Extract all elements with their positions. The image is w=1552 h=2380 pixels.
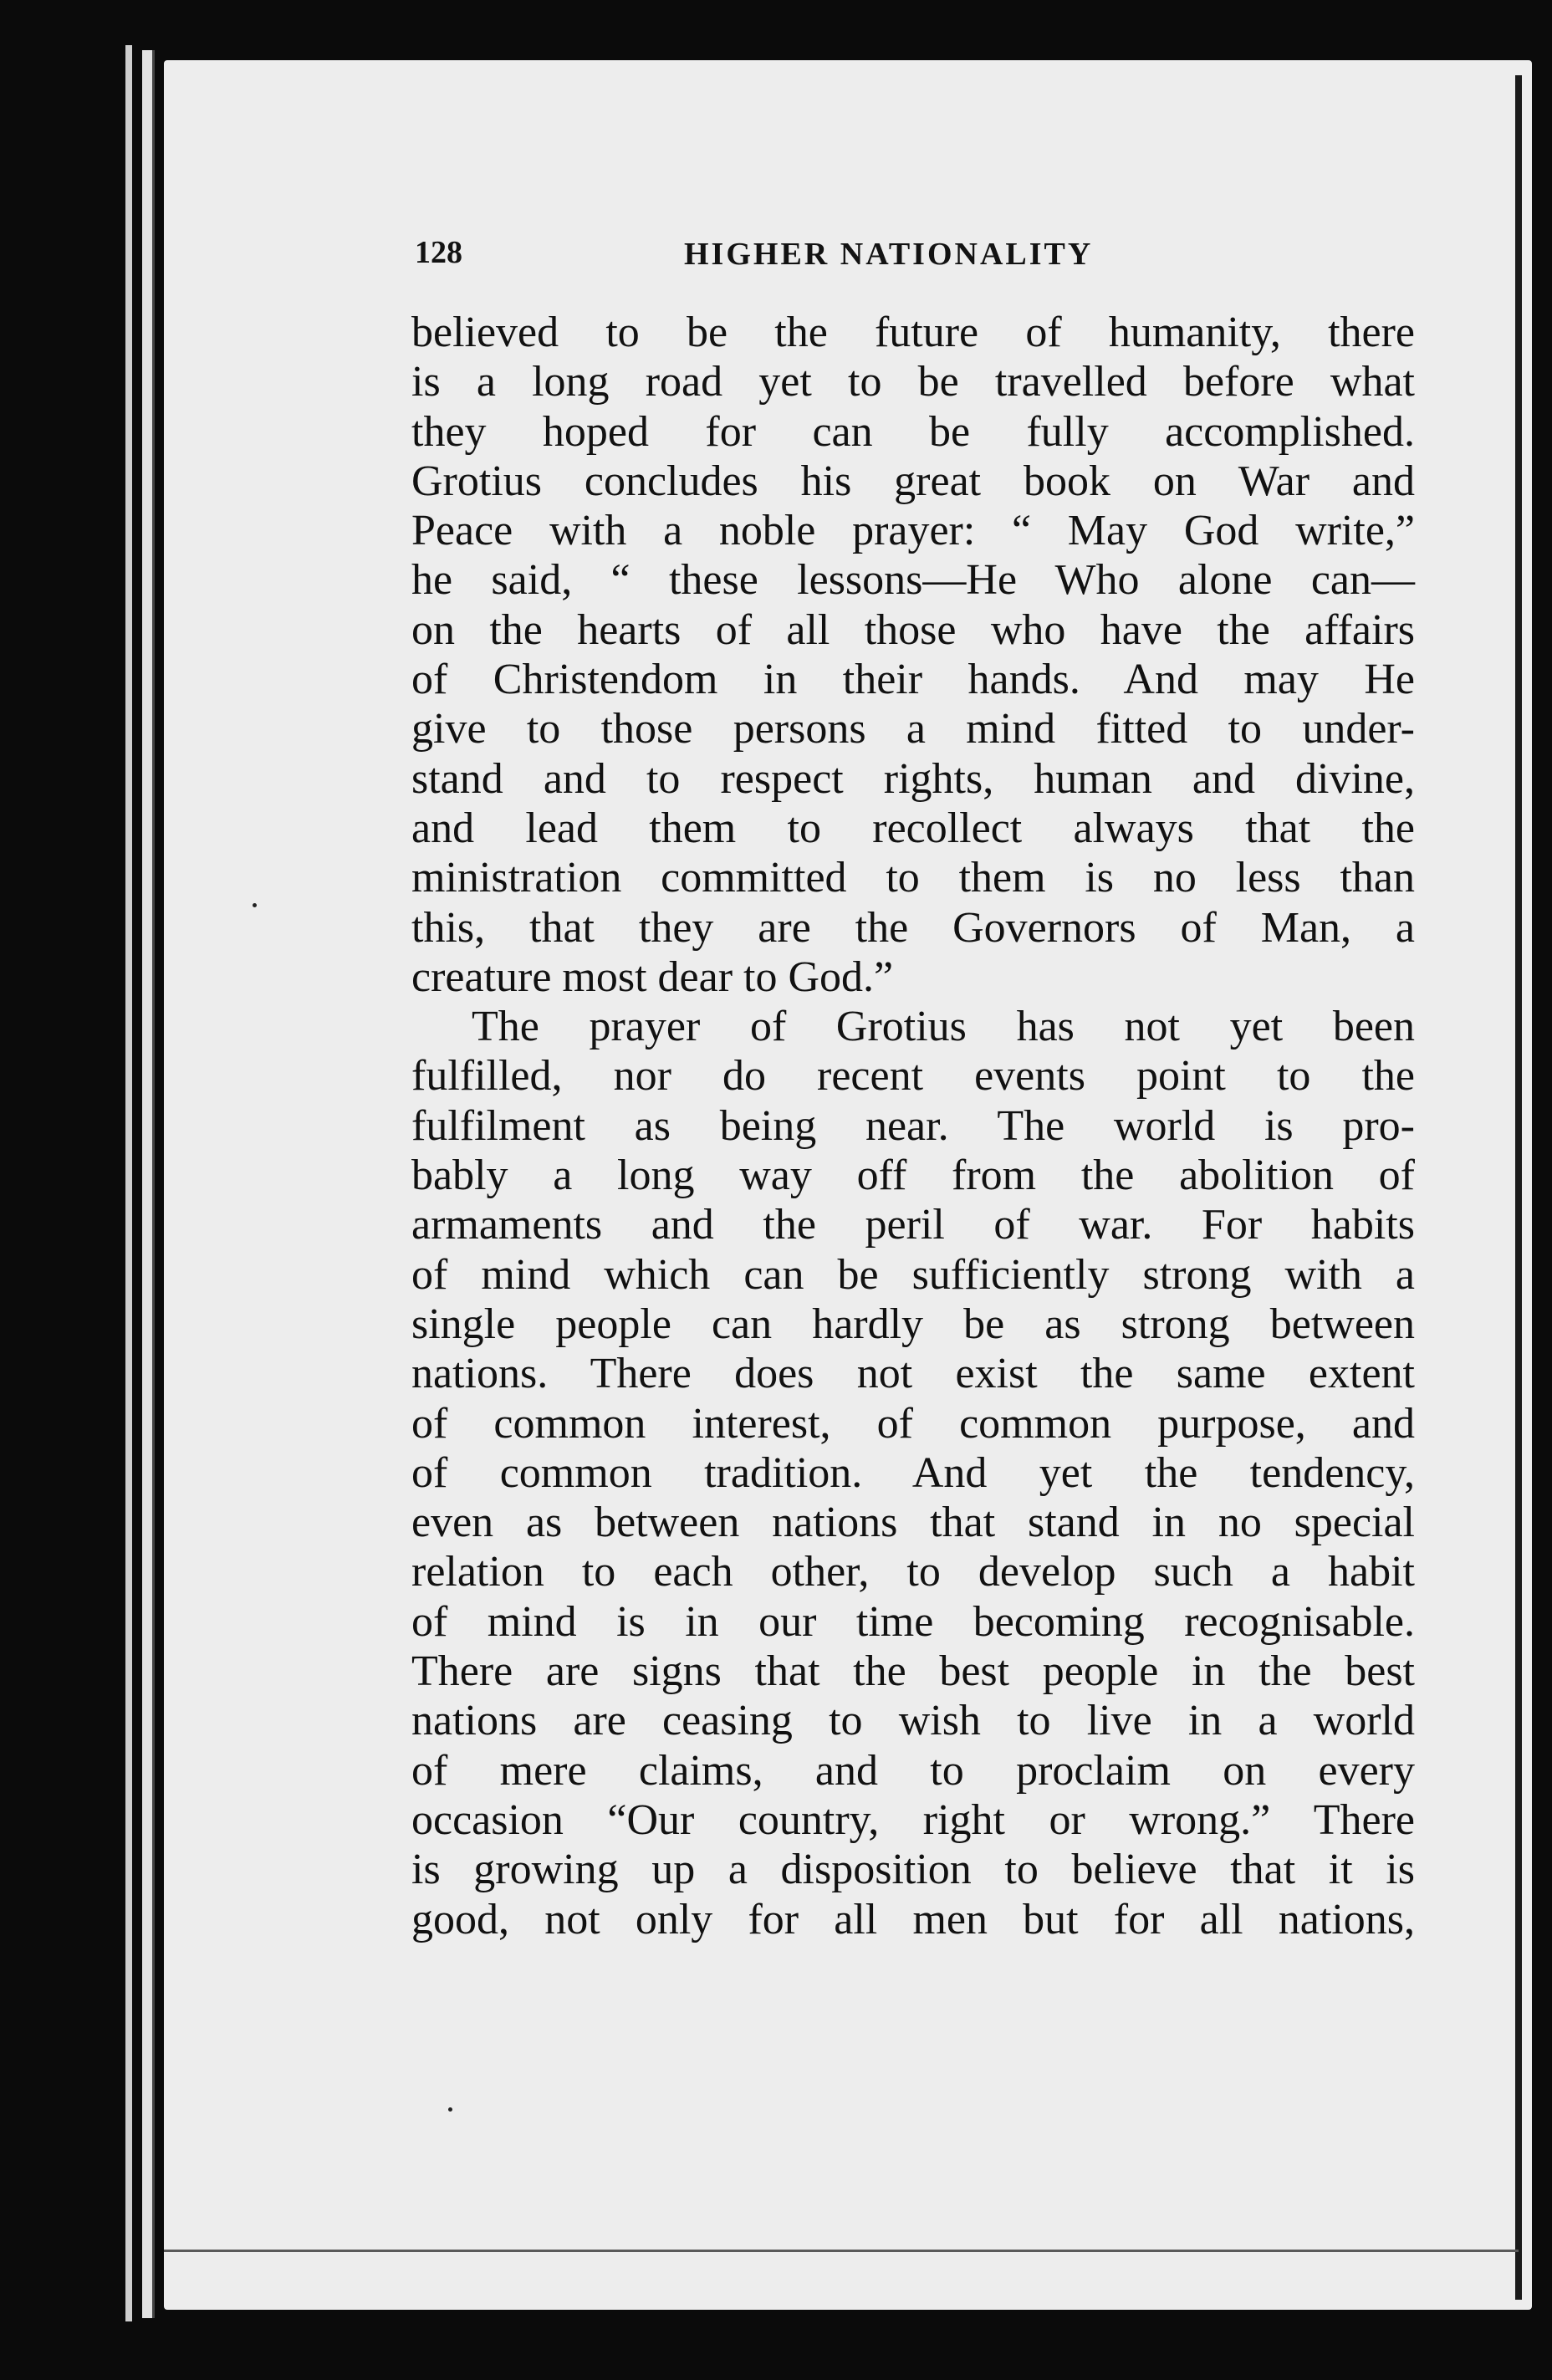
body-text bbox=[411, 308, 1415, 1944]
page-header bbox=[415, 234, 1418, 284]
text-line: occasion “Our country, right or wrong.” There bbox=[411, 1795, 1415, 1844]
text-line: nations are ceasing to wish to live in a world bbox=[411, 1697, 1415, 1745]
text-line-paragraph-start: The prayer of Grotius has not yet been bbox=[472, 1003, 1415, 1051]
text-line: and lead them to recollect always that the bbox=[411, 804, 1415, 852]
scan-speck bbox=[253, 903, 257, 907]
text-line: of mind which can be sufficiently strong with a bbox=[411, 1250, 1415, 1299]
text-line: of mind is in our time becoming recognisable. bbox=[411, 1597, 1415, 1646]
text-line: relation to each other, to develop such a habit bbox=[411, 1548, 1415, 1596]
text-line: stand and to respect rights, human and divine, bbox=[411, 754, 1415, 803]
text-line: nations. There does not exist the same extent bbox=[411, 1350, 1415, 1398]
text-line: is growing up a disposition to believe that it is bbox=[411, 1846, 1415, 1894]
text-line: on the hearts of all those who have the affairs bbox=[411, 605, 1415, 654]
text-line: Grotius concludes his great book on War and bbox=[411, 457, 1415, 505]
text-line: of common tradition. And yet the tendency, bbox=[411, 1448, 1415, 1497]
scan-speck bbox=[448, 2107, 452, 2112]
text-line: fulfilled, nor do recent events point to the bbox=[411, 1052, 1415, 1101]
page-right-edge bbox=[1515, 75, 1522, 2300]
page-left-edge bbox=[142, 50, 155, 2318]
text-line: good, not only for all men but for all nations, bbox=[411, 1895, 1415, 1943]
text-line: single people can hardly be as strong between bbox=[411, 1300, 1415, 1348]
text-line: Peace with a noble prayer: “ May God write,” bbox=[411, 507, 1415, 555]
text-line: of common interest, of common purpose, and bbox=[411, 1399, 1415, 1448]
text-line: is a long road yet to be travelled before what bbox=[411, 358, 1415, 406]
page-bottom-rule bbox=[164, 2250, 1519, 2252]
text-line: this, that they are the Governors of Man, a bbox=[411, 903, 1415, 952]
book-edge-shadow bbox=[125, 45, 132, 2321]
page-number: 128 bbox=[415, 235, 462, 270]
text-line: believed to be the future of humanity, there bbox=[411, 309, 1415, 356]
text-line: fulfilment as being near. The world is pro- bbox=[411, 1101, 1415, 1150]
text-line: of Christendom in their hands. And may He bbox=[411, 656, 1415, 704]
text-line: give to those persons a mind fitted to under- bbox=[411, 705, 1415, 753]
text-line: There are signs that the best people in the best bbox=[411, 1647, 1415, 1696]
text-line: they hoped for can be fully accomplished. bbox=[411, 407, 1415, 456]
text-line: bably a long way off from the abolition of bbox=[411, 1152, 1415, 1200]
running-head: HIGHER NATIONALITY bbox=[684, 237, 1094, 272]
text-line: he said, “ these lessons—He Who alone can— bbox=[411, 556, 1415, 605]
text-line: ministration committed to them is no less than bbox=[411, 854, 1415, 902]
text-line-paragraph-end: creature most dear to God.” bbox=[411, 953, 894, 1001]
text-line: of mere claims, and to proclaim on every bbox=[411, 1746, 1415, 1795]
text-line: armaments and the peril of war. For habits bbox=[411, 1201, 1415, 1249]
text-line: even as between nations that stand in no special bbox=[411, 1499, 1415, 1547]
